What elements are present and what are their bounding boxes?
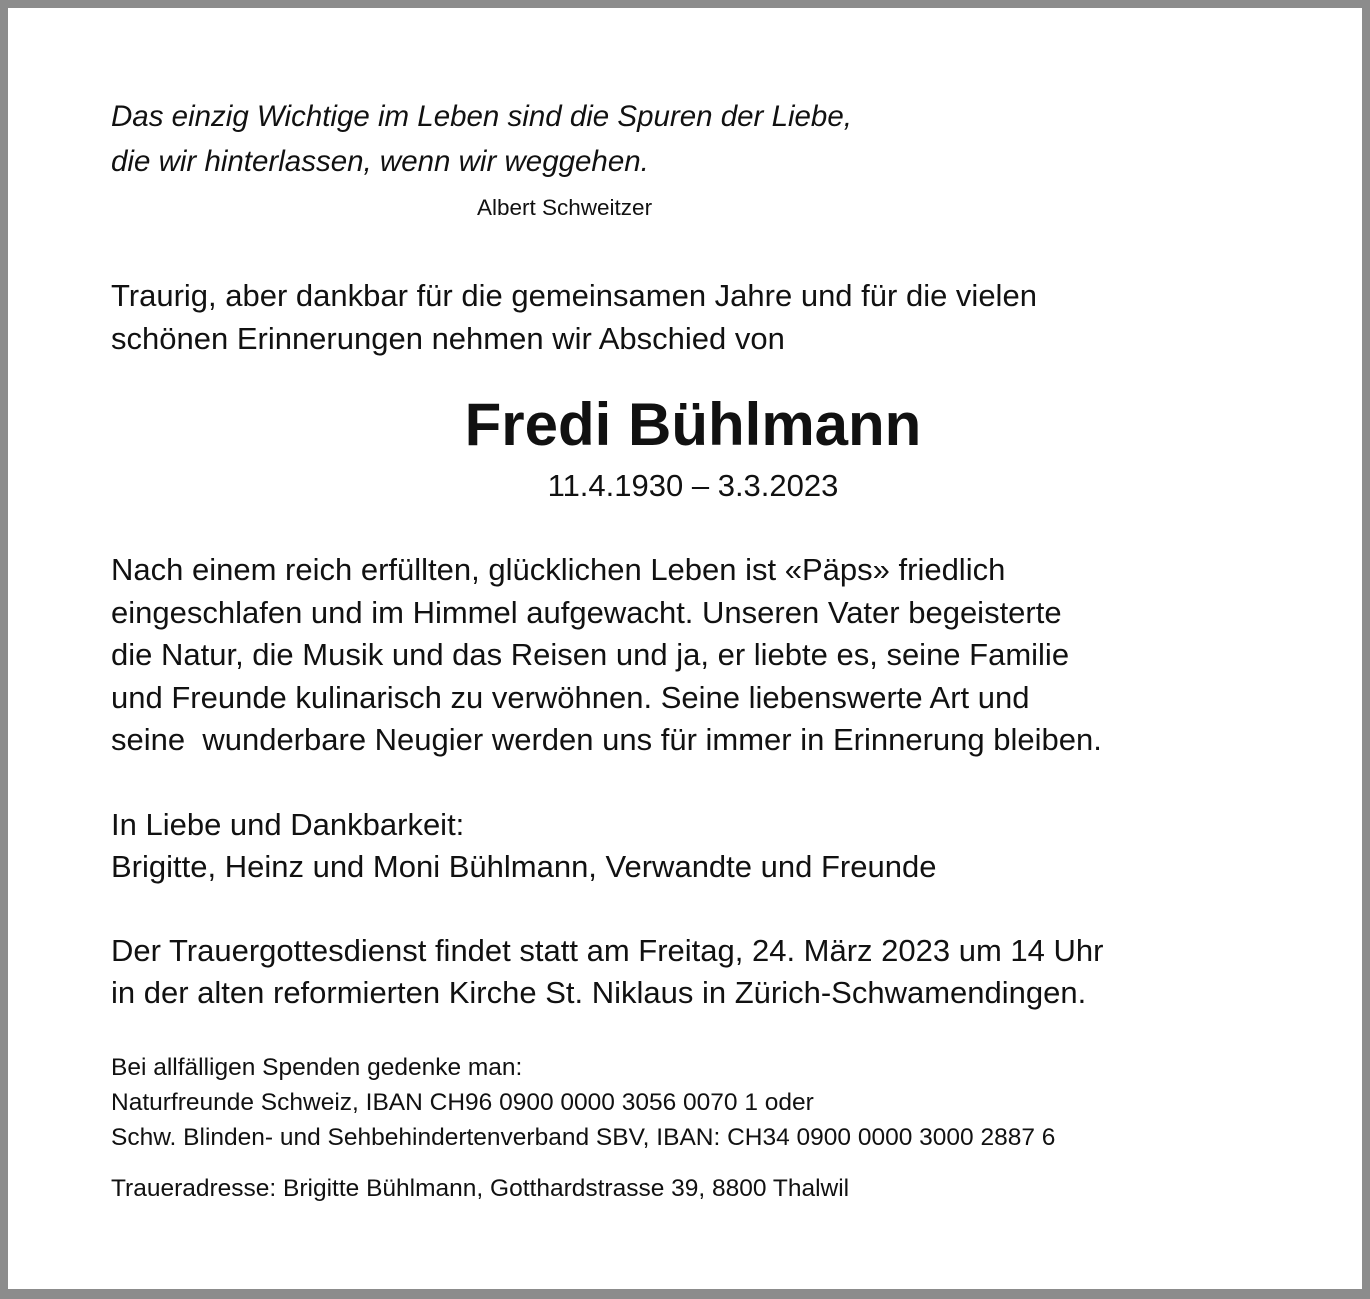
quote-line-2: die wir hinterlassen, wenn wir weggehen.: [111, 145, 649, 178]
quote-line-1: Das einzig Wichtige im Leben sind die Spuren der Liebe,: [111, 100, 852, 133]
service-line-1: Der Trauergottesdienst findet statt am Freitag, 24. März 2023 um 14 Uhr: [111, 932, 1104, 968]
mourning-address: Traueradresse: Brigitte Bühlmann, Gotthardstrasse 39, 8800 Thalwil: [111, 1174, 850, 1202]
intro-line-1: Traurig, aber dankbar für die gemeinsamen Jahre und für die vielen: [111, 278, 1037, 313]
notice-content: [111, 94, 1291, 1206]
signoff-names: Brigitte, Heinz und Moni Bühlmann, Verwandte und Freunde: [111, 848, 937, 884]
life-dates: 11.4.1930 – 3.3.2023: [547, 468, 839, 503]
intro-line-2: schönen Erinnerungen nehmen wir Abschied von: [111, 321, 785, 356]
intro-text: [111, 274, 1291, 360]
service-info: [111, 930, 1291, 1014]
tribute-line-1: Nach einem reich erfüllten, glücklichen Leben ist «Päps» friedlich: [111, 552, 1006, 587]
tribute-text: [111, 549, 1291, 762]
service-line-2: in der alten reformierten Kirche St. Niklaus in Zürich-Schwamendingen.: [111, 974, 1087, 1010]
donations-line-2: Naturfreunde Schweiz, IBAN CH96 0900 0000 3056 0070 1 oder: [111, 1088, 814, 1116]
tribute-line-2: eingeschlafen und im Himmel aufgewacht. Unseren Vater begeisterte: [111, 594, 1062, 630]
tribute-line-4: und Freunde kulinarisch zu verwöhnen. Seine liebenswerte Art und: [111, 679, 1030, 715]
tribute-line-3: die Natur, die Musik und das Reisen und ja, er liebte es, seine Familie: [111, 637, 1070, 672]
donations-line-3: Schw. Blinden- und Sehbehindertenverband SBV, IBAN: CH34 0900 0000 3000 2887 6: [111, 1123, 1056, 1151]
donations-info: [111, 1050, 1291, 1155]
tribute-line-5: seine wunderbare Neugier werden uns für immer in Erinnerung bleiben.: [111, 722, 1102, 757]
signoff-heading: In Liebe und Dankbarkeit:: [111, 806, 465, 842]
donations-line-1: Bei allfälligen Spenden gedenke man:: [111, 1053, 523, 1081]
quote: [111, 94, 1291, 184]
quote-author: Albert Schweitzer: [477, 195, 653, 220]
deceased-name: Fredi Bühlmann: [464, 391, 922, 458]
signoff: [111, 804, 1291, 888]
